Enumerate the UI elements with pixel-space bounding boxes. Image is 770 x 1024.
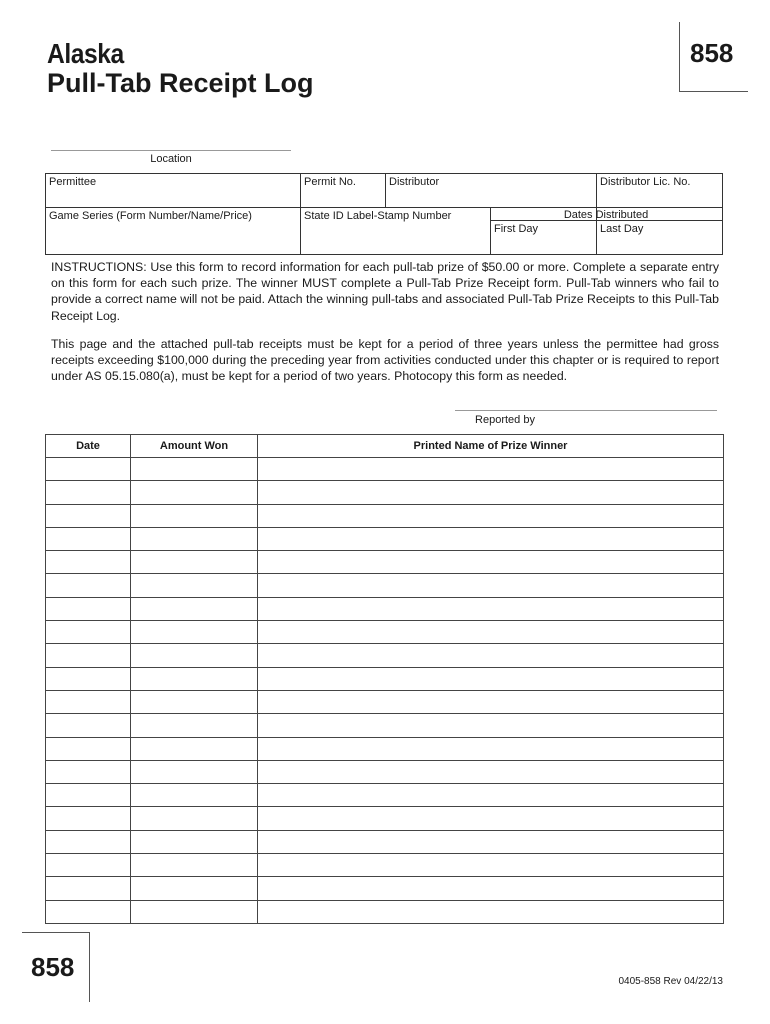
- form-number-bottom: 858: [31, 952, 75, 982]
- date-cell[interactable]: [46, 714, 131, 737]
- state-name: Alaska: [47, 38, 124, 69]
- date-cell[interactable]: [46, 900, 131, 923]
- date-cell[interactable]: [46, 621, 131, 644]
- winner-name-cell[interactable]: [258, 900, 724, 923]
- table-row: [46, 621, 724, 644]
- column-header-date: Date: [46, 435, 131, 458]
- permit-no-field[interactable]: Permit No.: [304, 176, 356, 188]
- column-header-amount-won: Amount Won: [131, 435, 258, 458]
- amount-won-cell[interactable]: [131, 644, 258, 667]
- table-row: [46, 877, 724, 900]
- form-title: Pull-Tab Receipt Log: [47, 68, 314, 98]
- permit-info-box: [45, 173, 723, 255]
- date-cell[interactable]: [46, 667, 131, 690]
- reported-by-label: Reported by: [475, 414, 535, 426]
- winner-name-cell[interactable]: [258, 854, 724, 877]
- table-row: [46, 807, 724, 830]
- location-label: Location: [150, 153, 192, 165]
- winner-name-cell[interactable]: [258, 621, 724, 644]
- amount-won-cell[interactable]: [131, 900, 258, 923]
- winner-name-cell[interactable]: [258, 644, 724, 667]
- first-day-field[interactable]: First Day: [494, 223, 538, 235]
- date-cell[interactable]: [46, 854, 131, 877]
- winner-name-cell[interactable]: [258, 504, 724, 527]
- table-header-row: [46, 435, 724, 458]
- table-row: [46, 527, 724, 550]
- table-row: [46, 644, 724, 667]
- dates-distributed-label: Dates Distributed: [563, 209, 649, 221]
- date-cell[interactable]: [46, 458, 131, 481]
- form-number-top: 858: [690, 38, 734, 68]
- revision-code: 0405-858 Rev 04/22/13: [618, 976, 723, 987]
- table-row: [46, 737, 724, 760]
- table-row: [46, 667, 724, 690]
- winner-name-cell[interactable]: [258, 597, 724, 620]
- amount-won-cell[interactable]: [131, 807, 258, 830]
- winner-name-cell[interactable]: [258, 737, 724, 760]
- date-cell[interactable]: [46, 807, 131, 830]
- distributor-lic-no-field[interactable]: Distributor Lic. No.: [600, 176, 691, 188]
- amount-won-cell[interactable]: [131, 714, 258, 737]
- amount-won-cell[interactable]: [131, 854, 258, 877]
- table-row: [46, 760, 724, 783]
- winner-name-cell[interactable]: [258, 458, 724, 481]
- winner-name-cell[interactable]: [258, 667, 724, 690]
- table-row: [46, 504, 724, 527]
- amount-won-cell[interactable]: [131, 830, 258, 853]
- prize-log-table: [45, 434, 724, 924]
- amount-won-cell[interactable]: [131, 458, 258, 481]
- col-divider-distributor: [385, 174, 386, 207]
- state-id-label-field[interactable]: State ID Label-Stamp Number: [304, 210, 452, 222]
- table-row: [46, 714, 724, 737]
- amount-won-cell[interactable]: [131, 784, 258, 807]
- winner-name-cell[interactable]: [258, 551, 724, 574]
- amount-won-cell[interactable]: [131, 737, 258, 760]
- date-cell[interactable]: [46, 737, 131, 760]
- amount-won-cell[interactable]: [131, 621, 258, 644]
- location-input-line[interactable]: [51, 150, 291, 151]
- date-cell[interactable]: [46, 527, 131, 550]
- amount-won-cell[interactable]: [131, 481, 258, 504]
- instructions-paragraph-1: INSTRUCTIONS: Use this form to record information for each pull-tab prize of $50.00 or more. Complete a separate entry on this form for each such prize. The winner MUST complete a Pull-Tab Prize Receipt form. Pull-Tab winners who fail to provide a correct name will not be paid. Attach the winning pull-tabs and associated Pull-Tab Prize Receipts to this Pull-Tab Receipt Log.: [51, 260, 719, 323]
- row-divider: [46, 207, 722, 208]
- table-row: [46, 854, 724, 877]
- date-cell[interactable]: [46, 877, 131, 900]
- winner-name-cell[interactable]: [258, 760, 724, 783]
- column-header-winner-name: Printed Name of Prize Winner: [258, 435, 724, 458]
- table-row: [46, 784, 724, 807]
- winner-name-cell[interactable]: [258, 527, 724, 550]
- table-row: [46, 830, 724, 853]
- table-row: [46, 690, 724, 713]
- amount-won-cell[interactable]: [131, 667, 258, 690]
- date-cell[interactable]: [46, 784, 131, 807]
- winner-name-cell[interactable]: [258, 481, 724, 504]
- corner-mark-top-base: [679, 91, 748, 92]
- distributor-field[interactable]: Distributor: [389, 176, 440, 188]
- reported-by-input-line[interactable]: [455, 410, 717, 411]
- date-cell[interactable]: [46, 574, 131, 597]
- amount-won-cell[interactable]: [131, 597, 258, 620]
- amount-won-cell[interactable]: [131, 504, 258, 527]
- amount-won-cell[interactable]: [131, 551, 258, 574]
- date-cell[interactable]: [46, 551, 131, 574]
- corner-mark-top: [679, 22, 680, 92]
- table-row: [46, 481, 724, 504]
- winner-name-cell[interactable]: [258, 690, 724, 713]
- winner-name-cell[interactable]: [258, 830, 724, 853]
- date-cell[interactable]: [46, 690, 131, 713]
- corner-mark-bottom: [22, 932, 90, 933]
- col-divider-permit: [300, 174, 301, 254]
- last-day-field[interactable]: Last Day: [600, 223, 644, 235]
- table-row: [46, 900, 724, 923]
- date-cell[interactable]: [46, 760, 131, 783]
- instructions-paragraph-2: This page and the attached pull-tab receipts must be kept for a period of three years unless the permittee had gross receipts exceeding $100,000 during the preceding year from activities conducted under this chapter or is required to report under AS 05.15.080(a), must be kept for a period of two years. Photocopy this form as needed.: [51, 336, 719, 384]
- date-cell[interactable]: [46, 644, 131, 667]
- winner-name-cell[interactable]: [258, 574, 724, 597]
- date-cell[interactable]: [46, 481, 131, 504]
- date-cell[interactable]: [46, 597, 131, 620]
- winner-name-cell[interactable]: [258, 714, 724, 737]
- winner-name-cell[interactable]: [258, 784, 724, 807]
- amount-won-cell[interactable]: [131, 690, 258, 713]
- date-cell[interactable]: [46, 830, 131, 853]
- permittee-field[interactable]: Permittee: [49, 176, 97, 188]
- winner-name-cell[interactable]: [258, 877, 724, 900]
- amount-won-cell[interactable]: [131, 877, 258, 900]
- table-row: [46, 597, 724, 620]
- table-row: [46, 458, 724, 481]
- table-body: [46, 458, 724, 924]
- amount-won-cell[interactable]: [131, 760, 258, 783]
- amount-won-cell[interactable]: [131, 527, 258, 550]
- amount-won-cell[interactable]: [131, 574, 258, 597]
- date-cell[interactable]: [46, 504, 131, 527]
- winner-name-cell[interactable]: [258, 807, 724, 830]
- instructions: [51, 259, 719, 396]
- corner-mark-bottom-side: [89, 932, 90, 1002]
- game-series-field[interactable]: Game Series (Form Number/Name/Price): [49, 210, 252, 222]
- table-row: [46, 551, 724, 574]
- table-row: [46, 574, 724, 597]
